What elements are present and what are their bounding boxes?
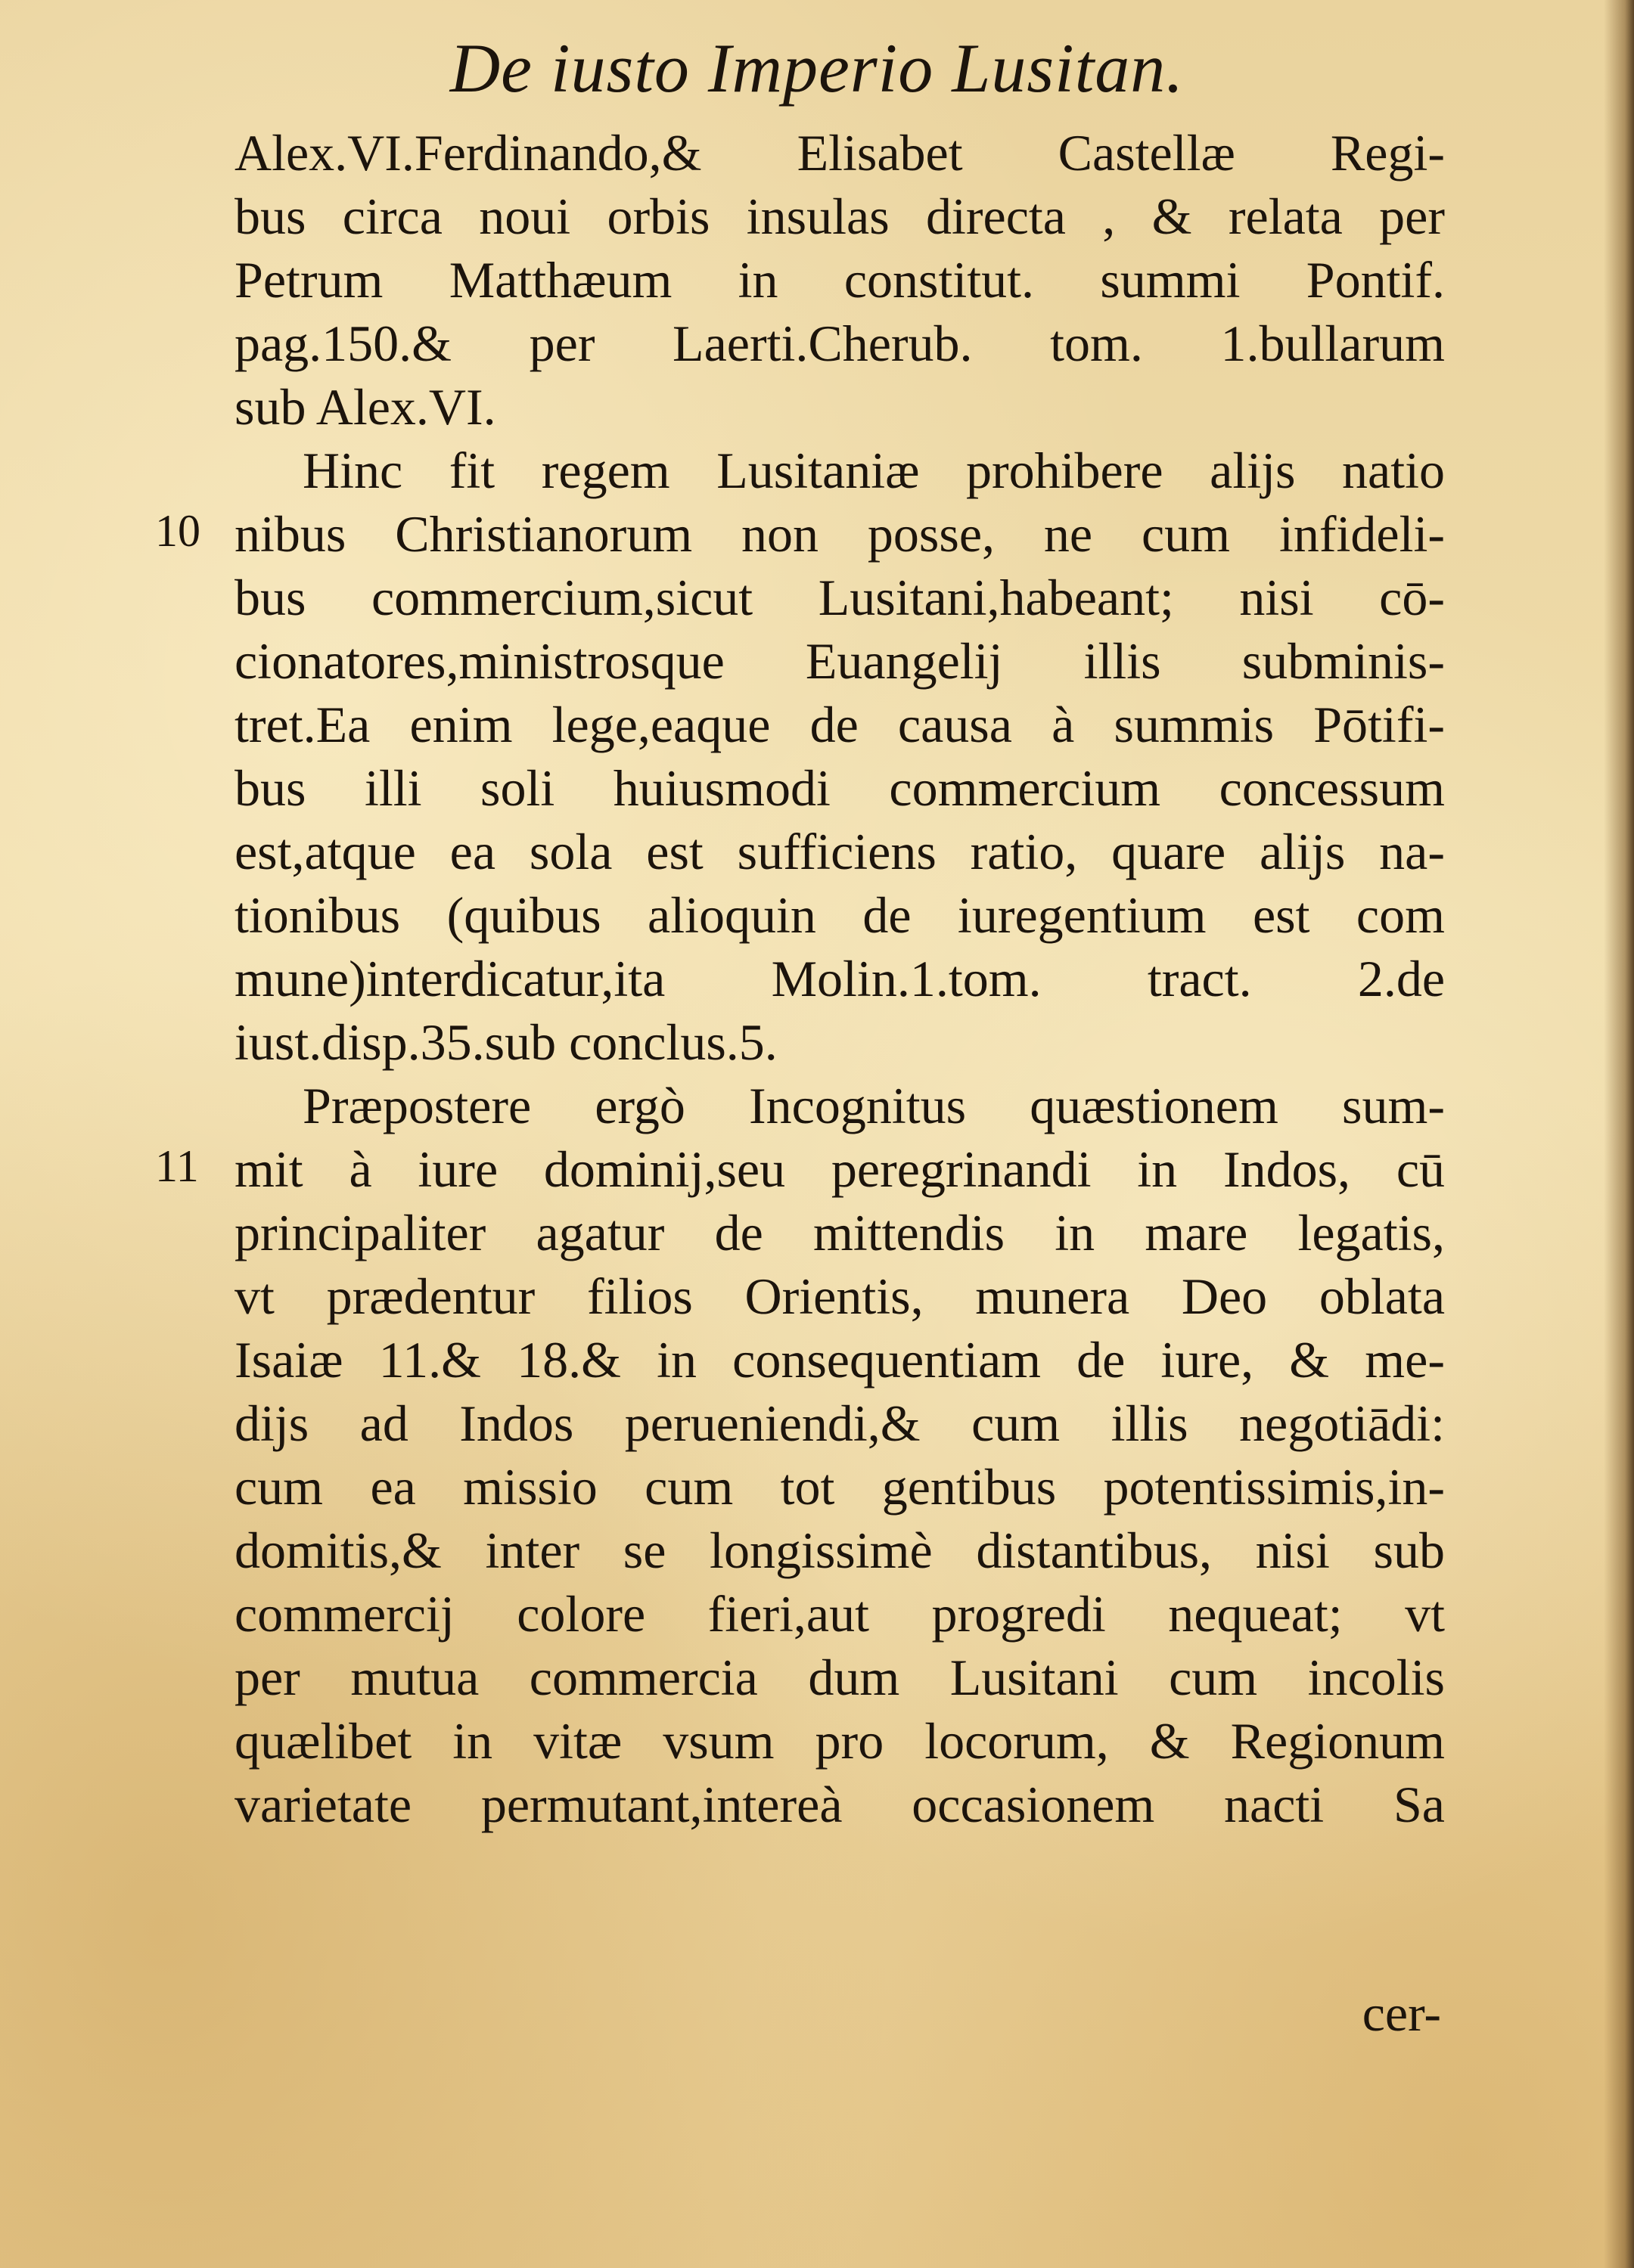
- text-line: Alex.VI.Ferdinando,& Elisabet Castellæ Regi-: [235, 124, 1445, 182]
- text-line: cum ea missio cum tot gentibus potentissimis,in-: [235, 1458, 1445, 1516]
- page-edge-shadow: [1604, 0, 1634, 2268]
- text-line: tret.Ea enim lege,eaque de causa à summis Pōtifi-: [235, 696, 1445, 753]
- text-line: varietate permutant,intereà occasionem nacti Sa: [235, 1776, 1445, 1833]
- text-line: Præpostere ergò Incognitus quæstionem sum-: [303, 1077, 1445, 1134]
- text-line: mit à iure dominij,seu peregrinandi in Indos, cū: [235, 1140, 1445, 1198]
- text-line: principaliter agatur de mittendis in mare legatis,: [235, 1204, 1445, 1261]
- text-line: cionatores,ministrosque Euangelij illis subminis-: [235, 632, 1445, 690]
- text-line: Isaiæ 11.& 18.& in consequentiam de iure, & me-: [235, 1331, 1445, 1388]
- text-line: quælibet in vitæ vsum pro locorum, & Regionum: [235, 1712, 1445, 1770]
- text-line: Petrum Matthæum in constitut. summi Pontif.: [235, 251, 1445, 309]
- paragraph-number-11: 11: [155, 1141, 199, 1191]
- text-line: bus illi soli huiusmodi commercium concessum: [235, 759, 1445, 817]
- text-line: commercij colore fieri,aut progredi nequeat; vt: [235, 1585, 1445, 1643]
- text-line: sub Alex.VI.: [235, 378, 496, 436]
- running-head: De iusto Imperio Lusitan.: [449, 29, 1185, 107]
- text-line: iust.disp.35.sub conclus.5.: [235, 1013, 778, 1071]
- text-line: est,atque ea sola est sufficiens ratio, quare alijs na-: [235, 823, 1445, 880]
- paragraph-number-10: 10: [155, 506, 200, 556]
- text-line: pag.150.& per Laerti.Cherub. tom. 1.bullarum: [235, 315, 1445, 372]
- text-line: per mutua commercia dum Lusitani cum incolis: [235, 1649, 1445, 1706]
- text-line: dijs ad Indos perueniendi,& cum illis negotiādi:: [235, 1395, 1445, 1452]
- text-line: Hinc fit regem Lusitaniæ prohibere alijs natio: [303, 442, 1445, 499]
- body-text: [235, 121, 1445, 1836]
- text-line: nibus Christianorum non posse, ne cum infideli-: [235, 505, 1445, 563]
- text-line: bus commercium,sicut Lusitani,habeant; nisi cō-: [235, 569, 1445, 626]
- text-line: mune)interdicatur,ita Molin.1.tom. tract. 2.de: [235, 950, 1445, 1007]
- text-line: bus circa noui orbis insulas directa , & relata per: [235, 188, 1445, 245]
- text-line: vt prædentur filios Orientis, munera Deo oblata: [235, 1267, 1445, 1325]
- text-line: domitis,& inter se longissimè distantibus, nisi sub: [235, 1522, 1445, 1579]
- catchword: cer-: [1362, 1984, 1441, 2042]
- text-line: tionibus (quibus alioquin de iuregentium est com: [235, 886, 1445, 944]
